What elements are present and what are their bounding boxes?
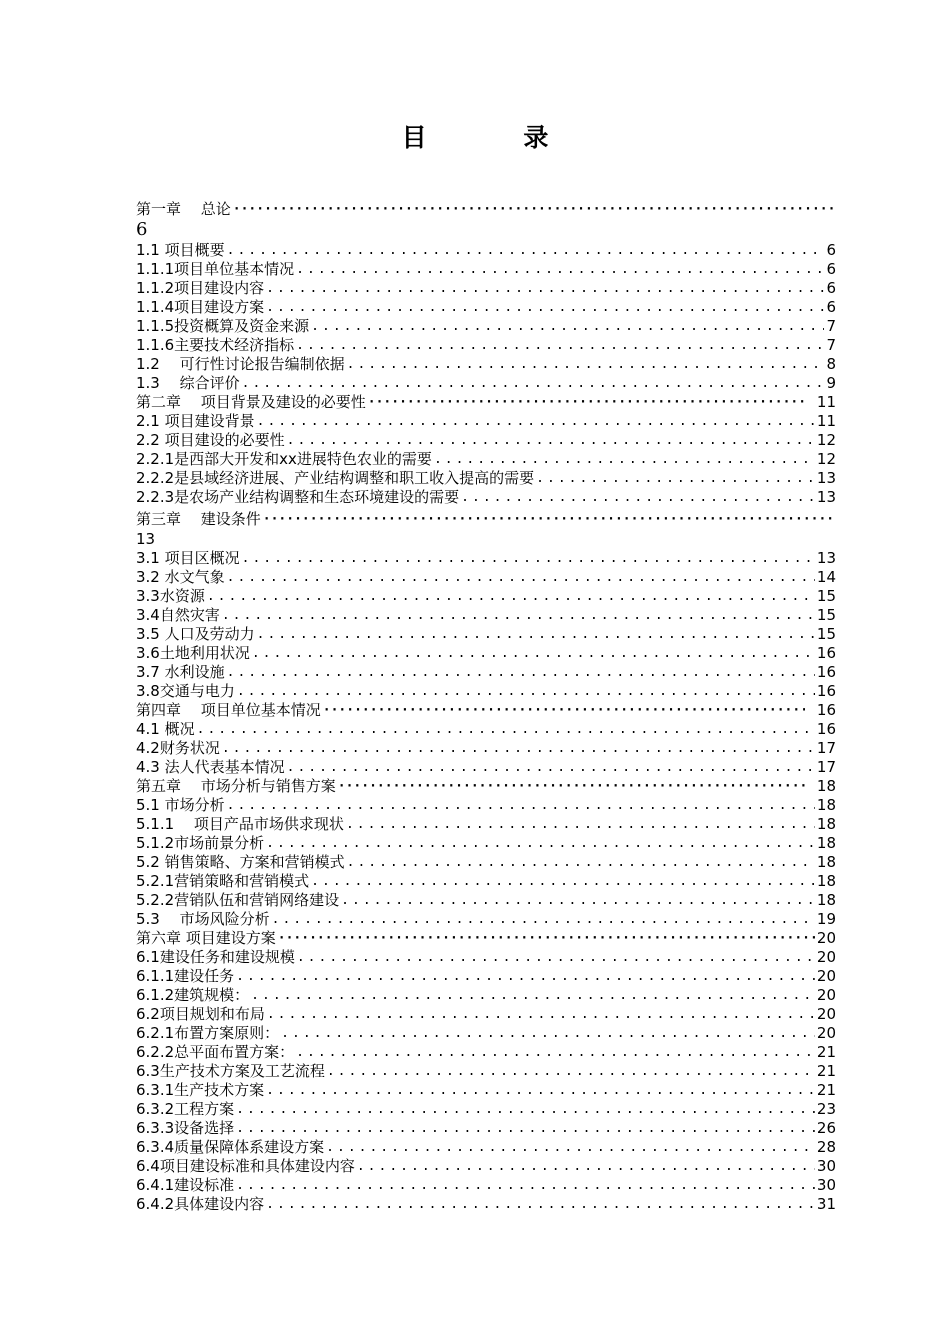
- toc-entry-label: 6.3.4质量保障体系建设方案: [136, 1138, 325, 1156]
- toc-page-number: 13: [816, 549, 836, 567]
- toc-entry[interactable]: [136, 298, 836, 317]
- toc-page-number: 18: [816, 796, 836, 814]
- toc-entry[interactable]: [136, 412, 836, 431]
- toc-entry[interactable]: [136, 450, 836, 469]
- toc-entry[interactable]: [136, 431, 836, 450]
- toc-entry-label: 1.1.5投资概算及资金来源: [136, 317, 310, 335]
- toc-dot-leader: [207, 587, 815, 606]
- toc-entry[interactable]: [136, 336, 836, 355]
- toc-entry-label: 2.2.2是县域经济进展、产业结构调整和职工收入提高的需要: [136, 469, 535, 487]
- toc-dot-leader: [434, 450, 815, 469]
- toc-entry-label: 第三章 建设条件: [136, 510, 261, 528]
- toc-entry[interactable]: [136, 910, 836, 929]
- toc-entry-label: 4.1 概况: [136, 720, 195, 738]
- toc-dot-leader: [266, 1195, 815, 1214]
- toc-entry-label: 3.8交通与电力: [136, 682, 235, 700]
- toc-dot-leader: [233, 200, 836, 219]
- toc-entry[interactable]: [136, 834, 836, 853]
- toc-page-number: 16: [816, 701, 836, 719]
- toc-entry[interactable]: [136, 1043, 836, 1062]
- toc-entry-label: 3.2 水文气象: [136, 568, 225, 586]
- toc-dot-leader: [266, 1081, 815, 1100]
- toc-page-number: 23: [816, 1100, 836, 1118]
- toc-dot-leader: [236, 967, 815, 986]
- toc-page-number: 28: [816, 1138, 836, 1156]
- toc-entry[interactable]: [136, 967, 836, 986]
- toc-entry[interactable]: [136, 1138, 836, 1157]
- toc-chapter-entry[interactable]: [136, 701, 836, 720]
- toc-dot-leader: [536, 469, 815, 488]
- toc-dot-leader: [266, 834, 815, 853]
- toc-page-number: 13: [816, 488, 836, 506]
- toc-page-number: 30: [816, 1157, 836, 1175]
- toc-page-number: 16: [816, 682, 836, 700]
- toc-entry-label: 1.1.1项目单位基本情况: [136, 260, 295, 278]
- toc-page-number: 12: [816, 450, 836, 468]
- toc-dot-leader: [222, 606, 815, 625]
- toc-page-number: 14: [816, 568, 836, 586]
- toc-entry[interactable]: [136, 720, 836, 739]
- toc-dot-leader: [287, 431, 815, 450]
- toc-entry-label: 3.4自然灾害: [136, 606, 220, 624]
- toc-entry[interactable]: [136, 260, 836, 279]
- toc-entry-label: 6.1建设任务和建设规模: [136, 948, 295, 966]
- toc-entry-label: 1.1.2项目建设内容: [136, 279, 265, 297]
- toc-entry[interactable]: [136, 853, 836, 872]
- toc-page-number: 18: [816, 853, 836, 871]
- toc-dot-leader: [461, 488, 815, 507]
- toc-page-number: 21: [816, 1043, 836, 1061]
- toc-entry-label: 5.3 市场风险分析: [136, 910, 270, 928]
- toc-page-number: 20: [816, 1005, 836, 1023]
- toc-dot-leader: [227, 796, 815, 815]
- toc-chapter-entry[interactable]: [136, 929, 836, 948]
- toc-page-number: 15: [816, 587, 836, 605]
- toc-entry[interactable]: [136, 758, 836, 777]
- toc-entry-label: 5.1.2市场前景分析: [136, 834, 265, 852]
- toc-entry-label: 6.3.1生产技术方案: [136, 1081, 265, 1099]
- toc-dot-leader: [326, 1138, 815, 1157]
- toc-dot-leader: [227, 568, 815, 587]
- toc-page-number: 15: [816, 625, 836, 643]
- toc-entry[interactable]: [136, 587, 836, 606]
- toc-dot-leader: [347, 853, 815, 872]
- toc-dot-leader: [251, 986, 815, 1005]
- toc-dot-leader: [267, 1005, 815, 1024]
- toc-dot-leader: [266, 298, 824, 317]
- toc-dot-leader: [257, 412, 815, 431]
- toc-dot-leader: [252, 644, 815, 663]
- toc-entry-label: 6.1.2建筑规模：: [136, 986, 250, 1004]
- toc-entry[interactable]: [136, 1005, 836, 1024]
- toc-page-number: 6: [826, 279, 836, 297]
- toc-entry[interactable]: [136, 568, 836, 587]
- toc-page-number: 18: [816, 834, 836, 852]
- toc-entry-label: 6.4项目建设标准和具体建设内容: [136, 1157, 355, 1175]
- toc-page-number: 6: [826, 298, 836, 316]
- toc-dot-leader: [227, 663, 815, 682]
- toc-entry[interactable]: [136, 355, 836, 374]
- toc-entry-label: 6.4.2具体建设内容: [136, 1195, 265, 1213]
- toc-entry[interactable]: [136, 317, 836, 336]
- toc-entry[interactable]: [136, 891, 836, 910]
- toc-page-number: 20: [816, 986, 836, 1004]
- toc-dot-leader: [323, 701, 805, 720]
- toc-chapter-entry[interactable]: [136, 393, 836, 412]
- toc-entry-label: 第五章 市场分析与销售方案: [136, 777, 336, 795]
- toc-entry-label: 6.1.1建设任务: [136, 967, 235, 985]
- toc-entry-label: 第四章 项目单位基本情况: [136, 701, 321, 719]
- toc-entry-label: 5.1.1 项目产品市场供求现状: [136, 815, 344, 833]
- toc-dot-leader: [242, 374, 825, 393]
- toc-entry-label: 2.2.1是西部大开发和xx进展特色农业的需要: [136, 450, 432, 468]
- toc-entry[interactable]: [136, 739, 836, 758]
- toc-entry[interactable]: [136, 1062, 836, 1081]
- toc-page-number: 13: [816, 469, 836, 487]
- toc-page-number: 20: [816, 929, 836, 947]
- toc-chapter-entry[interactable]: [136, 197, 836, 219]
- toc-entry-label: 1.1 项目概要: [136, 241, 225, 259]
- toc-page-number: 18: [816, 872, 836, 890]
- toc-page-number: 21: [816, 1081, 836, 1099]
- toc-entry-label: 5.1 市场分析: [136, 796, 225, 814]
- toc-dot-leader: [327, 1062, 815, 1081]
- toc-entry-label: 第六章 项目建设方案: [136, 929, 276, 947]
- toc-entry[interactable]: [136, 549, 836, 568]
- toc-page-number: 16: [816, 663, 836, 681]
- toc-entry[interactable]: [136, 469, 836, 488]
- toc-page-number: 11: [816, 412, 836, 430]
- toc-entry-label: 1.1.4项目建设方案: [136, 298, 265, 316]
- toc-dot-leader: [296, 1043, 815, 1062]
- toc-dot-leader: [236, 1176, 815, 1195]
- toc-page-number: 21: [816, 1062, 836, 1080]
- toc-entry-label: 3.6土地利用状况: [136, 644, 250, 662]
- toc-page-number: 7: [826, 336, 836, 354]
- toc-entry-label: 6.2.1布置方案原则：: [136, 1024, 280, 1042]
- toc-entry-label: 第二章 项目背景及建设的必要性: [136, 393, 366, 411]
- toc-dot-leader: [266, 279, 824, 298]
- toc-page-number[interactable]: 6: [136, 219, 148, 240]
- toc-page-number: 30: [816, 1176, 836, 1194]
- toc-dot-leader: [236, 1100, 815, 1119]
- toc-entry[interactable]: [136, 488, 836, 507]
- toc-dot-leader: [297, 948, 815, 967]
- toc-dot-leader: [237, 682, 815, 701]
- toc-dot-leader: [341, 891, 815, 910]
- toc-entry-label: 2.2.3是农场产业结构调整和生态环境建设的需要: [136, 488, 460, 506]
- toc-dot-leader: [278, 929, 815, 948]
- toc-dot-leader: [227, 241, 825, 260]
- toc-entry[interactable]: [136, 872, 836, 891]
- toc-page-number: 20: [816, 948, 836, 966]
- toc-page-number: 6: [826, 260, 836, 278]
- toc-dot-leader: [242, 549, 815, 568]
- toc-entry-label: 4.3 法人代表基本情况: [136, 758, 285, 776]
- toc-entry[interactable]: [136, 948, 836, 967]
- toc-page-number: 16: [816, 720, 836, 738]
- toc-page-number: 18: [816, 815, 836, 833]
- toc-entry[interactable]: [136, 1176, 836, 1195]
- toc-dot-leader: [296, 260, 824, 279]
- toc-entry[interactable]: [136, 279, 836, 298]
- toc-chapter-entry[interactable]: [136, 507, 836, 529]
- toc-entry-label: 1.1.6主要技术经济指标: [136, 336, 295, 354]
- toc-dot-leader: [368, 393, 805, 412]
- toc-dot-leader: [311, 872, 815, 891]
- toc-page-number: 11: [816, 393, 836, 411]
- toc-dot-leader: [346, 815, 815, 834]
- toc-dot-leader: [357, 1157, 815, 1176]
- toc-entry-label: 6.4.1建设标准: [136, 1176, 235, 1194]
- toc-entry-label: 1.2 可行性讨论报告编制依据: [136, 355, 345, 373]
- toc-entry-label: 2.2 项目建设的必要性: [136, 431, 285, 449]
- toc-page-number[interactable]: 13: [136, 530, 156, 548]
- toc-entry-label: 2.1 项目建设背景: [136, 412, 255, 430]
- toc-entry[interactable]: [136, 1100, 836, 1119]
- toc-entry-label: 6.3.2工程方案: [136, 1100, 235, 1118]
- toc-entry-label: 5.2 销售策略、方案和营销模式: [136, 853, 345, 871]
- toc-entry[interactable]: [136, 986, 836, 1005]
- toc-dot-leader: [236, 1119, 815, 1138]
- toc-page-number: 12: [816, 431, 836, 449]
- toc-entry-label: 第一章 总论: [136, 200, 231, 218]
- toc-page-number: 17: [816, 739, 836, 757]
- toc-page-number: 20: [816, 1024, 836, 1042]
- toc-entry-label: 1.3 综合评价: [136, 374, 240, 392]
- toc-entry[interactable]: [136, 644, 836, 663]
- toc-page-number: 17: [816, 758, 836, 776]
- toc-entry[interactable]: [136, 625, 836, 644]
- toc-entry[interactable]: [136, 606, 836, 625]
- toc-page-number: 16: [816, 644, 836, 662]
- toc-dot-leader: [257, 625, 815, 644]
- toc-entry[interactable]: [136, 815, 836, 834]
- toc-entry-label: 4.2财务状况: [136, 739, 220, 757]
- toc-entry[interactable]: [136, 1195, 836, 1214]
- toc-entry-label: 6.2项目规划和布局: [136, 1005, 265, 1023]
- toc-entry-label: 6.3.3设备选择: [136, 1119, 235, 1137]
- toc-dot-leader: [222, 739, 815, 758]
- toc-dot-leader: [338, 777, 805, 796]
- toc-page-number: 9: [826, 374, 836, 392]
- toc-dot-leader: [197, 720, 815, 739]
- table-of-contents: [136, 197, 836, 1214]
- toc-entry[interactable]: [136, 663, 836, 682]
- toc-entry[interactable]: [136, 682, 836, 701]
- toc-page-number: 18: [816, 777, 836, 795]
- toc-entry-label: 5.2.1营销策略和营销模式: [136, 872, 310, 890]
- toc-dot-leader: [296, 336, 824, 355]
- toc-page-number: 15: [816, 606, 836, 624]
- toc-chapter-entry[interactable]: [136, 777, 836, 796]
- toc-entry[interactable]: [136, 796, 836, 815]
- toc-entry-label: 6.2.2总平面布置方案：: [136, 1043, 295, 1061]
- toc-dot-leader: [263, 510, 836, 529]
- toc-page-number: 26: [816, 1119, 836, 1137]
- toc-page-number: 8: [826, 355, 836, 373]
- toc-dot-leader: [272, 910, 815, 929]
- toc-entry-label: 3.1 项目区概况: [136, 549, 240, 567]
- toc-entry[interactable]: [136, 1081, 836, 1100]
- toc-entry[interactable]: [136, 241, 836, 260]
- toc-entry-label: 3.3水资源: [136, 587, 205, 605]
- toc-entry[interactable]: [136, 1157, 836, 1176]
- toc-entry[interactable]: [136, 1024, 836, 1043]
- toc-title: 目 录: [401, 123, 593, 152]
- toc-entry-label: 6.3生产技术方案及工艺流程: [136, 1062, 325, 1080]
- toc-dot-leader: [311, 317, 824, 336]
- toc-entry[interactable]: [136, 374, 836, 393]
- toc-entry-label: 3.7 水利设施: [136, 663, 225, 681]
- toc-page-number: 31: [816, 1195, 836, 1213]
- toc-dot-leader: [281, 1024, 815, 1043]
- toc-page-number: 7: [826, 317, 836, 335]
- toc-page-number: 18: [816, 891, 836, 909]
- toc-page-number: 20: [816, 967, 836, 985]
- toc-dot-leader: [347, 355, 825, 374]
- toc-entry-label: 5.2.2营销队伍和营销网络建设: [136, 891, 340, 909]
- toc-entry[interactable]: [136, 1119, 836, 1138]
- toc-page-number: 19: [816, 910, 836, 928]
- toc-page-number: 6: [826, 241, 836, 259]
- toc-dot-leader: [287, 758, 815, 777]
- toc-entry-label: 3.5 人口及劳动力: [136, 625, 255, 643]
